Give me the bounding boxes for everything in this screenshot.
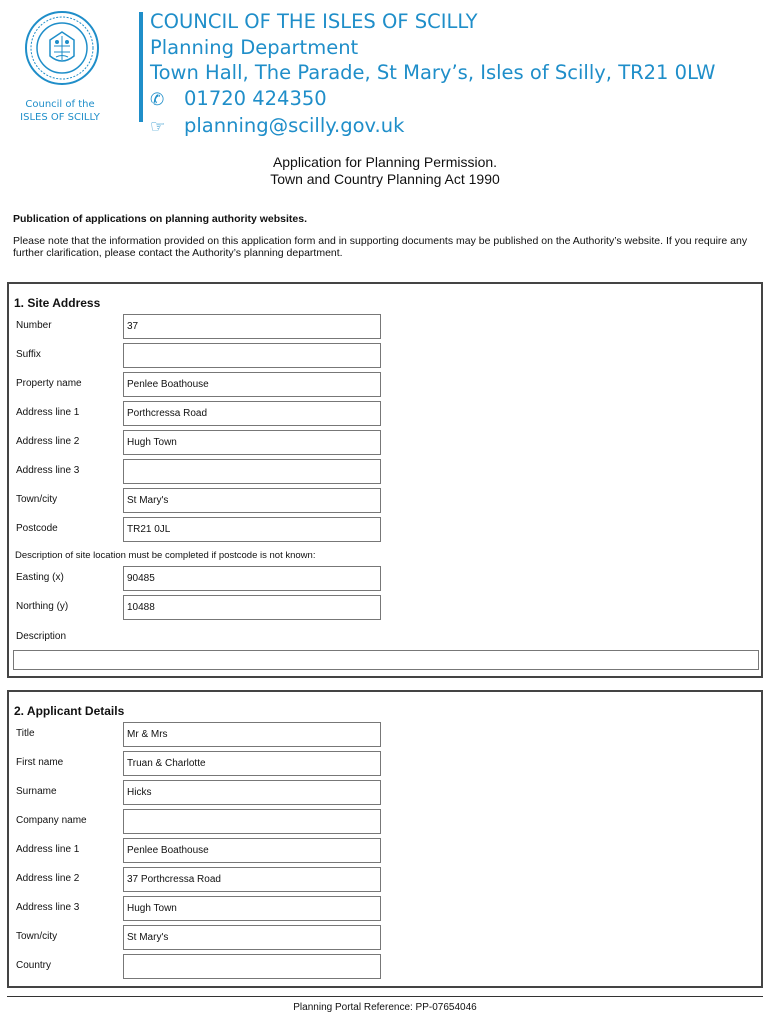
footer-divider	[7, 996, 763, 997]
publication-notice: Please note that the information provided on this application form and in supporting documents may be published on the Authority’s website. If you require any further clarification, please contact the Authority’s planning department.	[13, 235, 748, 259]
form-row-country	[9, 954, 761, 979]
section-title: 1. Site Address	[14, 296, 101, 310]
field-label: Northing (y)	[16, 601, 69, 612]
field-label: Title	[16, 728, 35, 739]
applicant-details-section	[7, 690, 763, 988]
form-row-address-line-1	[9, 838, 761, 863]
form-row-company-name	[9, 809, 761, 834]
form-row-town-city	[9, 488, 761, 513]
field-label: Suffix	[16, 349, 41, 360]
department-name: Planning Department	[150, 35, 359, 59]
field-label: Surname	[16, 786, 57, 797]
field-label: Property name	[16, 378, 82, 389]
field-label: Address line 1	[16, 844, 80, 855]
field-label: Postcode	[16, 523, 58, 534]
form-row-address-line-2	[9, 867, 761, 892]
council-seal-logo	[24, 10, 100, 86]
address-line-2-field[interactable]: Hugh Town	[123, 430, 381, 455]
field-label: Address line 1	[16, 407, 80, 418]
title-field[interactable]: Mr & Mrs	[123, 722, 381, 747]
town-city-field[interactable]: St Mary's	[123, 488, 381, 513]
mouse-pointer-icon: ☞	[150, 117, 166, 137]
form-row-northing	[9, 595, 761, 620]
document-title: Application for Planning Permission. Town and Country Planning Act 1990	[270, 154, 500, 187]
suffix-field[interactable]	[123, 343, 381, 368]
field-label: Easting (x)	[16, 572, 64, 583]
easting-field[interactable]: 90485	[123, 566, 381, 591]
form-row-address-line-3	[9, 896, 761, 921]
form-row-number	[9, 314, 761, 339]
field-label: Town/city	[16, 494, 58, 505]
form-row-address-line-2	[9, 430, 761, 455]
field-label: Country	[16, 960, 52, 971]
postcode-field[interactable]: TR21 0JL	[123, 517, 381, 542]
form-row-property-name	[9, 372, 761, 397]
field-label: First name	[16, 757, 64, 768]
form-row-address-line-3	[9, 459, 761, 484]
address-line-1-field[interactable]: Penlee Boathouse	[123, 838, 381, 863]
email-line	[150, 113, 765, 141]
field-label: Address line 2	[16, 436, 80, 447]
northing-field[interactable]: 10488	[123, 595, 381, 620]
seal-caption: Council of the ISLES OF SCILLY	[20, 99, 100, 123]
form-row-suffix	[9, 343, 761, 368]
planning-portal-reference: Planning Portal Reference: PP-07654046	[293, 1002, 477, 1013]
description-label: Description	[16, 631, 67, 642]
address-line-3-field[interactable]	[123, 459, 381, 484]
site-address-section	[7, 282, 763, 678]
number-field[interactable]: 37	[123, 314, 381, 339]
property-name-field[interactable]: Penlee Boathouse	[123, 372, 381, 397]
location-note: Description of site location must be completed if postcode is not known:	[15, 550, 316, 561]
phone-line	[150, 86, 765, 114]
council-header	[150, 9, 765, 141]
description-field[interactable]	[13, 650, 759, 670]
form-row-surname	[9, 780, 761, 805]
field-label: Number	[16, 320, 52, 331]
phone-number: 01720 424350	[184, 86, 327, 110]
phone-icon: ✆	[150, 89, 165, 110]
surname-field[interactable]: Hicks	[123, 780, 381, 805]
field-label: Address line 3	[16, 465, 80, 476]
council-address: Town Hall, The Parade, St Mary’s, Isles of Scilly, TR21 0LW	[150, 61, 716, 84]
form-row-title	[9, 722, 761, 747]
address-line-3-field[interactable]: Hugh Town	[123, 896, 381, 921]
form-row-first-name	[9, 751, 761, 776]
address-line-1-field[interactable]: Porthcressa Road	[123, 401, 381, 426]
form-row-easting	[9, 566, 761, 591]
town-city-field[interactable]: St Mary's	[123, 925, 381, 950]
field-label: Address line 3	[16, 902, 80, 913]
country-field[interactable]	[123, 954, 381, 979]
form-row-address-line-1	[9, 401, 761, 426]
publication-heading: Publication of applications on planning authority websites.	[13, 213, 308, 225]
form-row-town-city	[9, 925, 761, 950]
first-name-field[interactable]: Truan & Charlotte	[123, 751, 381, 776]
section-title: 2. Applicant Details	[14, 704, 125, 718]
field-label: Company name	[16, 815, 87, 826]
company-name-field[interactable]	[123, 809, 381, 834]
email-address: planning@scilly.gov.uk	[184, 114, 405, 137]
council-name: COUNCIL OF THE ISLES OF SCILLY	[150, 10, 478, 33]
address-line-2-field[interactable]: 37 Porthcressa Road	[123, 867, 381, 892]
header-divider	[139, 12, 143, 122]
form-row-postcode	[9, 517, 761, 542]
field-label: Town/city	[16, 931, 58, 942]
field-label: Address line 2	[16, 873, 80, 884]
